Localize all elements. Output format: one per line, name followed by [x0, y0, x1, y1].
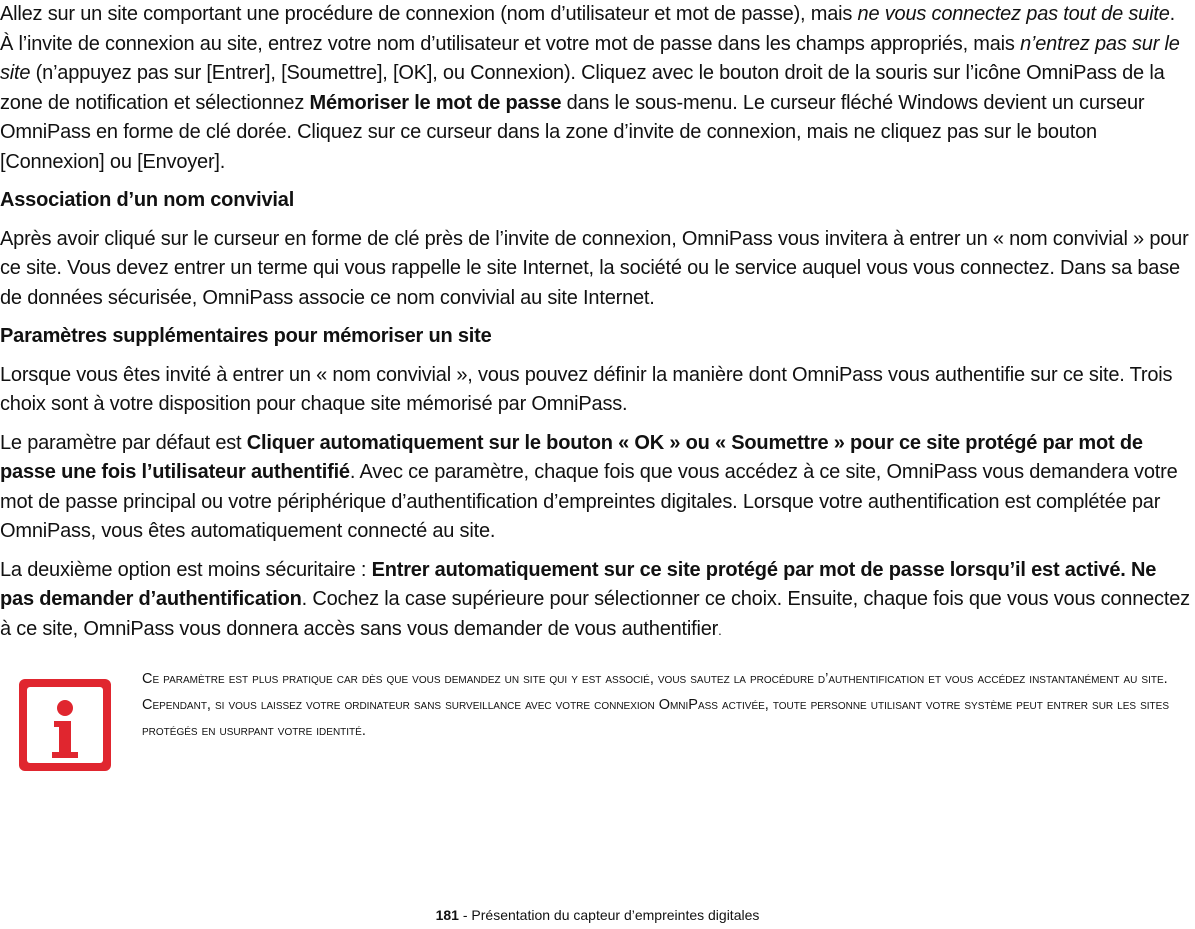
- paragraph-friendly-name: Après avoir cliqué sur le curseur en forme de clé près de l’invite de connexion, OmniPass vous invitera à entrer un « nom convivial » pour ce site. Vous devez entrer un terme qui vous rappelle le site Internet, la société ou le service auquel vous vous connectez. Dans sa base de données sécurisée, OmniPass associe ce nom convivial au site Internet.: [0, 227, 1189, 309]
- paragraph-second-option: [0, 556, 1192, 646]
- heading-additional-settings: Paramètres supplémentaires pour mémoriser un site: [0, 325, 492, 347]
- page-number: 181: [435, 907, 459, 923]
- footer-separator: -: [458, 907, 472, 923]
- text-run: Le paramètre par défaut est: [0, 431, 247, 454]
- emphasis-text: n’entrez pas sur le site: [0, 32, 1180, 84]
- note-text: Ce paramètre est plus pratique car dès que vous demandez un site qui y est associé, vous sautez la procédure d’authentification et vous accédez instantanément au site. Cependant, si vous laissez votre ordinateur sans surveillance avec votre connexion OmniPass activée, toute personne utilisant votre système peut entrer sur les sites protégés en usurpant votre identité.: [142, 671, 1169, 739]
- text-run: . À l’invite de connexion au site, entrez votre nom d’utilisateur et votre mot de passe dans les champs appropriés, mais: [0, 3, 1175, 55]
- text-run: . Cochez la case supérieure pour sélectionner ce choix. Ensuite, chaque fois que vous vous connectez à ce site, OmniPass vous donnera accès sans vous demander de vous authentifier: [0, 588, 1190, 640]
- text-run: . Avec ce paramètre, chaque fois que vous accédez à ce site, OmniPass vous demandera votre mot de passe principal ou votre périphérique d’authentification d’empreintes digitales. Lorsque votre authentification est complétée par OmniPass, vous êtes automatiquement connecté au site.: [0, 461, 1178, 542]
- text-run: (n’appuyez pas sur [Entrer], [Soumettre], [OK], ou Connexion). Cliquez avec le bouton droit de la souris sur l’icône OmniPass de la zone de notification et sélectionnez: [0, 62, 1165, 114]
- info-icon: [16, 676, 114, 774]
- paragraph-remember-password: [0, 0, 1192, 177]
- bold-text: Mémoriser le mot de passe: [309, 91, 562, 114]
- text-run: Allez sur un site comportant une procédure de connexion (nom d’utilisateur et mot de passe), mais: [0, 3, 858, 25]
- paragraph-default-setting: [0, 429, 1192, 547]
- page-footer: [0, 905, 1195, 925]
- paragraph-settings-intro: Lorsque vous êtes invité à entrer un « nom convivial », vous pouvez définir la manière dont OmniPass vous authentifie sur ce site. Trois choix sont à votre disposition pour chaque site mémorisé par OmniPass.: [0, 363, 1173, 415]
- emphasis-text: ne vous connectez pas tout de suite: [857, 3, 1170, 25]
- footer-title: Présentation du capteur d’empreintes digitales: [471, 907, 760, 923]
- text-run: La deuxième option est moins sécuritaire :: [0, 558, 372, 581]
- bold-text: Entrer automatiquement sur ce site protégé par mot de passe lorsqu’il est activé. Ne pas demander d’authentification: [0, 558, 1157, 610]
- text-run: .: [718, 622, 722, 638]
- info-note: [16, 671, 1176, 776]
- heading-friendly-name: Association d’un nom convivial: [0, 189, 295, 211]
- text-run: dans le sous-menu. Le curseur fléché Windows devient un curseur OmniPass en forme de clé dorée. Cliquez sur ce curseur dans la zone d’invite de connexion, mais ne cliquez pas sur le bouton [Connexion] ou [Envoyer].: [0, 91, 1145, 173]
- bold-text: Cliquer automatiquement sur le bouton « OK » ou « Soumettre » pour ce site protégé par mot de passe une fois l’utilisateur authentifié: [0, 431, 1143, 483]
